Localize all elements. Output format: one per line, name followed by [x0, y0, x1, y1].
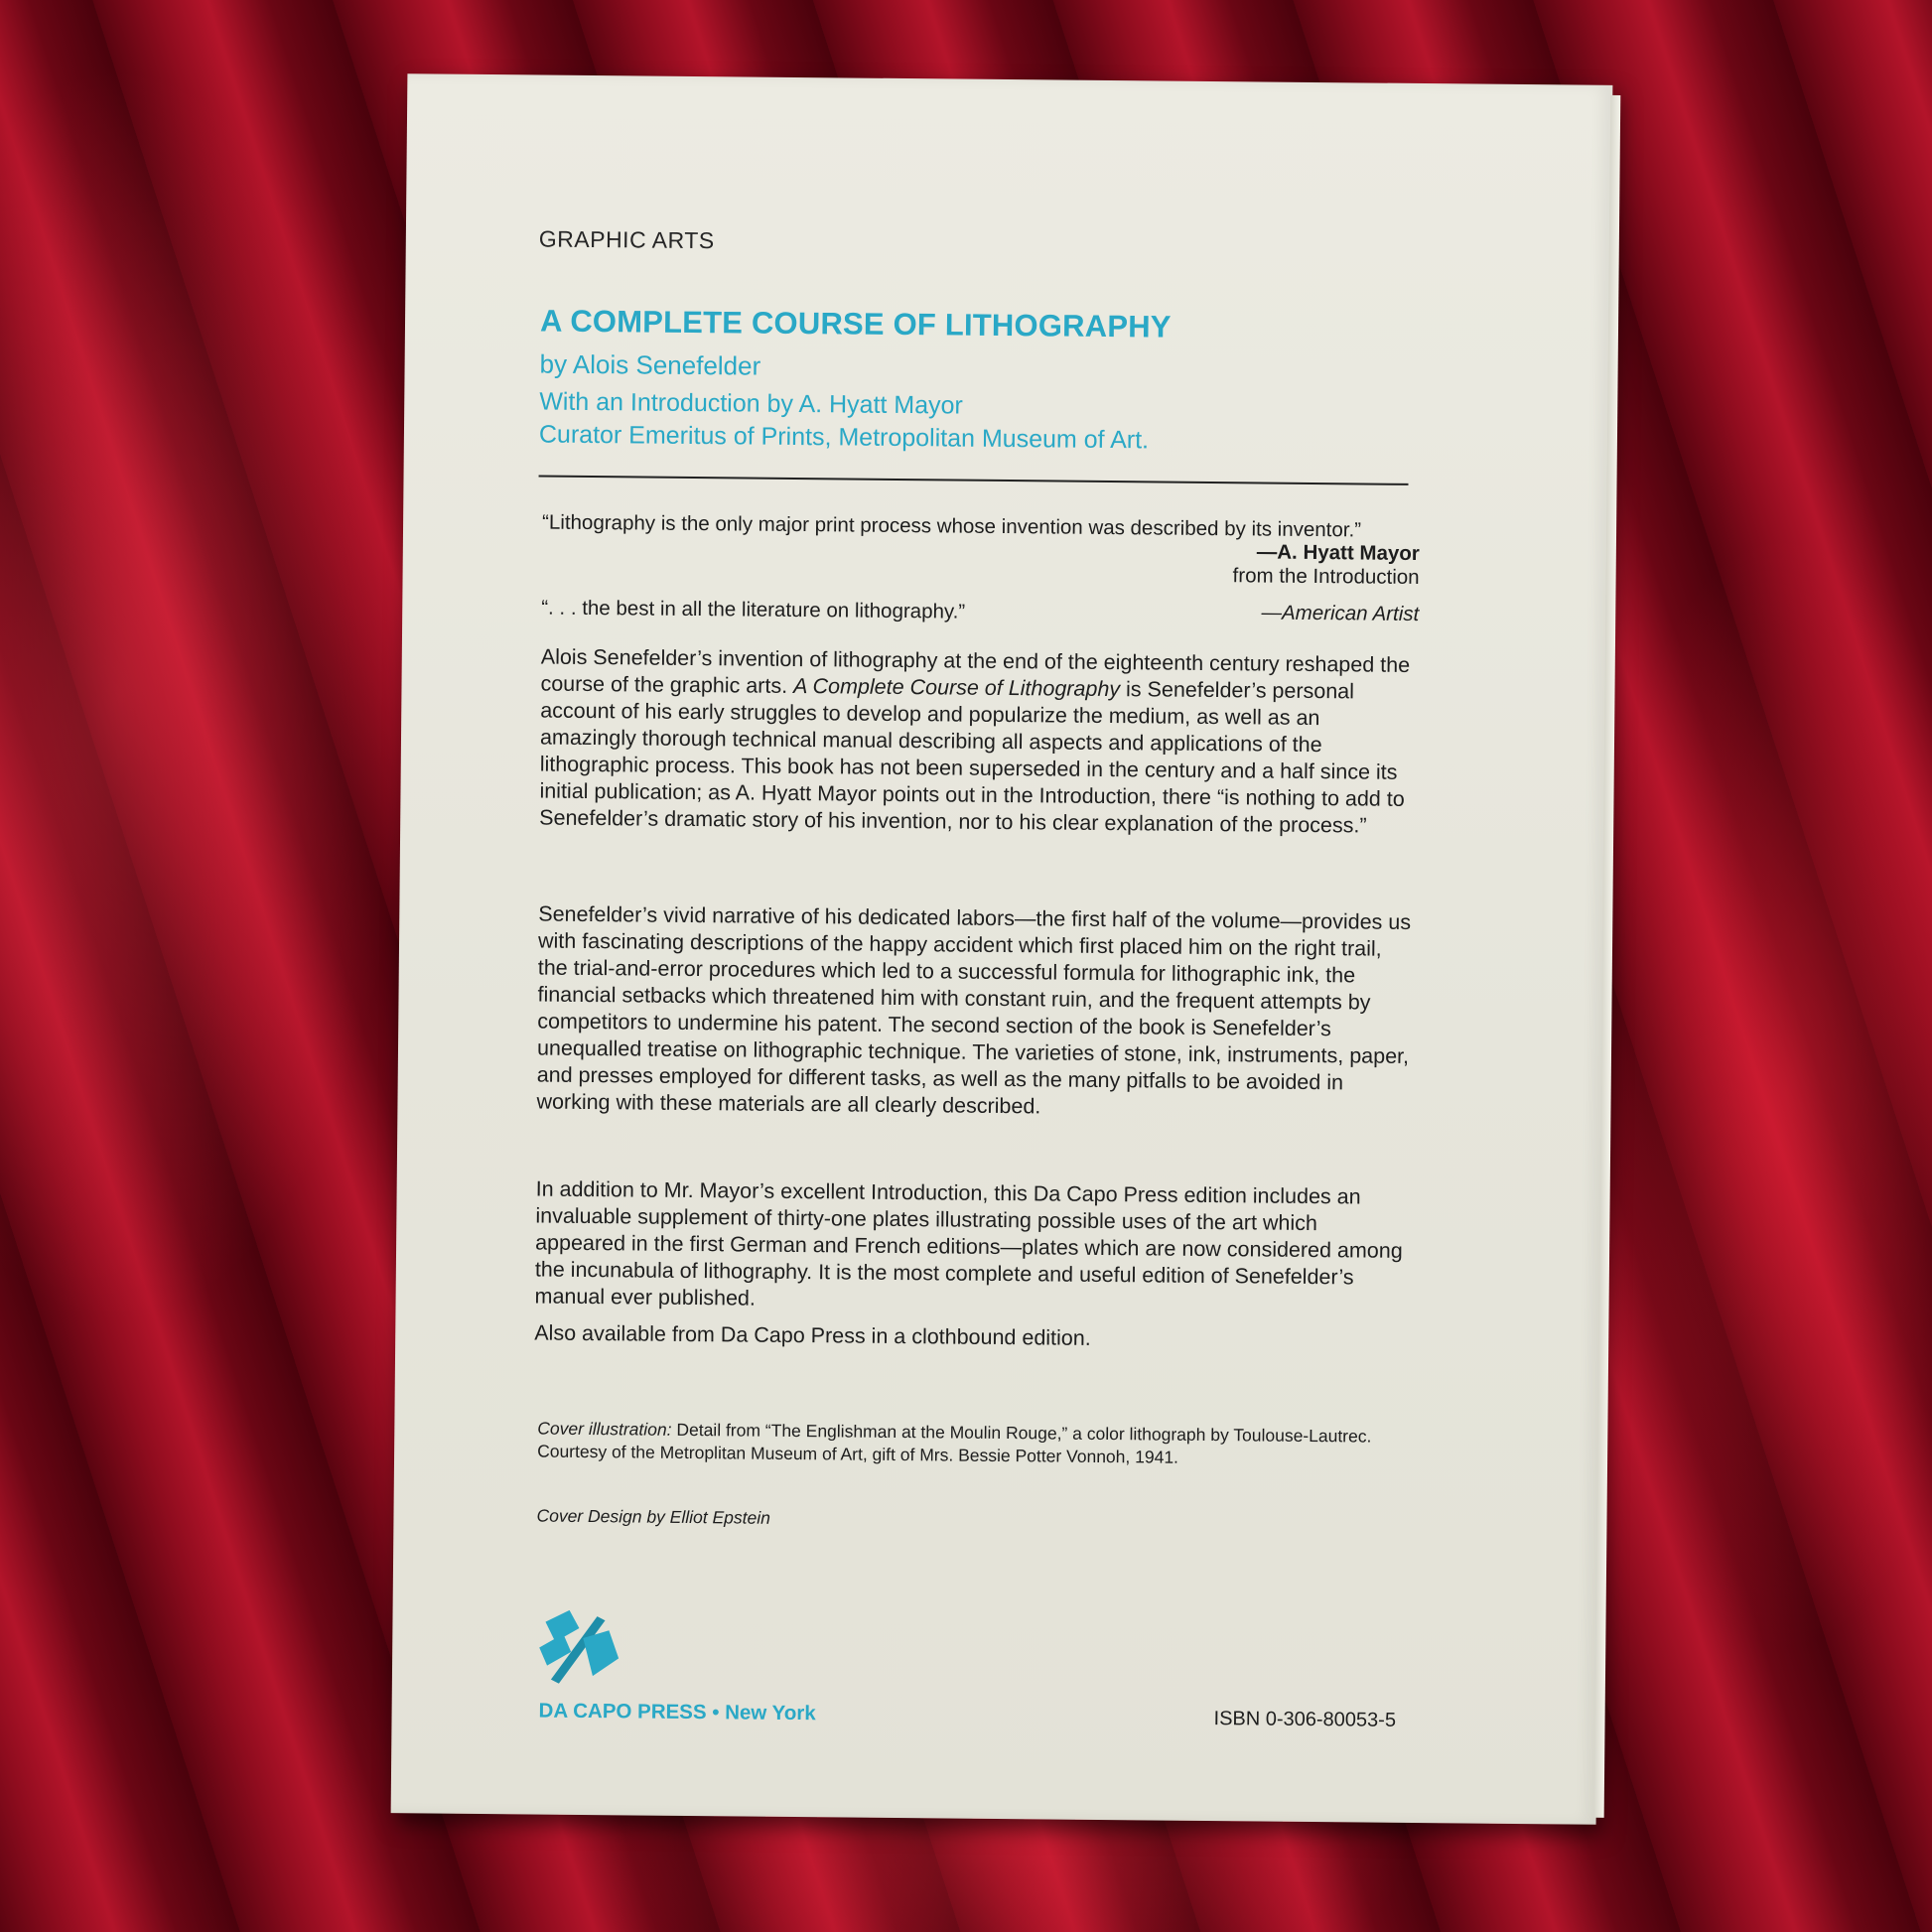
description-paragraph-2: Senefelder’s vivid narrative of his dedicated labors—the first half of the volume—provides us with fascinating descriptions of the happy accident which first placed him on the right trail, the trial-and-error procedures which led to a successful formula for lithographic ink, the financial setbacks which threatened him with constant ruin, and the frequent attempts by competitors to undermine his patent. The second section of the book is Senefelder’s unequalled treatise on lithographic technique. The varieties of stone, ink, instruments, paper, and presses employed for different tasks, as well as the many pitfalls to be avoided in working with these materials are all clearly described. — [536, 901, 1412, 1119]
introduction-credit: With an Introduction by A. Hyatt Mayor — [539, 387, 963, 420]
description-paragraph-3: In addition to Mr. Mayor’s excellent Introduction, this Da Capo Press edition includes an invaluable supplement of thirty-one plates illustrating possible uses of the art which appeared in the first German and French editions—plates which are now considered among the incunabula of lithography. It is the most complete and useful edition of Senefelder’s manual ever published. — [534, 1176, 1403, 1311]
publisher-imprint: DA CAPO PRESS • New York — [538, 1699, 816, 1725]
quote-american-artist: “. . . the best in all the literature on lithography.” — [541, 596, 966, 623]
divider-rule — [539, 476, 1409, 485]
introducer-title: Curator Emeritus of Prints, Metropolitan Museum of Art. — [538, 420, 1150, 455]
description-paragraph-4: Also available from Da Capo Press in a clothbound edition. — [534, 1320, 1091, 1350]
quote-mayor-author: —A. Hyatt Mayor — [1256, 540, 1420, 566]
category-label: GRAPHIC ARTS — [538, 225, 715, 254]
book-back-cover — [391, 73, 1613, 1825]
isbn-number: ISBN 0-306-80053-5 — [1213, 1708, 1397, 1731]
cover-design-credit: Cover Design by Elliot Epstein — [536, 1505, 770, 1528]
para1-start: Alois Senefelder’s invention of lithography at the end of the eighteenth century reshaped the course of the graphic arts. — [540, 644, 1411, 698]
quote-mayor-source: from the Introduction — [1232, 564, 1420, 590]
para1-book-title: A Complete Course of Lithography — [792, 673, 1121, 702]
quote-mayor: “Lithography is the only major print process whose invention was described by its inventor.” — [541, 510, 1362, 542]
quote-mayor-attribution — [1232, 540, 1419, 590]
description-paragraph-1 — [539, 644, 1415, 840]
quote-american-artist-attribution: —American Artist — [1261, 601, 1420, 626]
cover-illustration-text: Detail from “The Englishman at the Moulin Rouge,” a color lithograph by Toulouse-Lautrec. Courtesy of the Metroplitan Museum of Art, gift of Mrs. Bessie Potter Vonnoh, 1941. — [537, 1419, 1372, 1467]
da-capo-logo-icon — [535, 1608, 621, 1685]
book-title: A COMPLETE COURSE OF LITHOGRAPHY — [539, 303, 1172, 345]
cover-illustration-label: Cover illustration: — [537, 1418, 672, 1440]
cover-illustration-credit — [537, 1418, 1381, 1471]
para1-end: is Senefelder’s personal account of his early struggles to develop and popularize the medium, as well as an amazingly thorough technical manual describing all aspects and applications of the lithographic process. This book has not been superseded in the century and a half since its initial publication; as A. Hyatt Mayor points out in the Introduction, there “is nothing to add to Senefelder’s dramatic story of his invention, nor to his clear explanation of the process.” — [539, 677, 1405, 838]
book-author: by Alois Senefelder — [539, 348, 761, 381]
